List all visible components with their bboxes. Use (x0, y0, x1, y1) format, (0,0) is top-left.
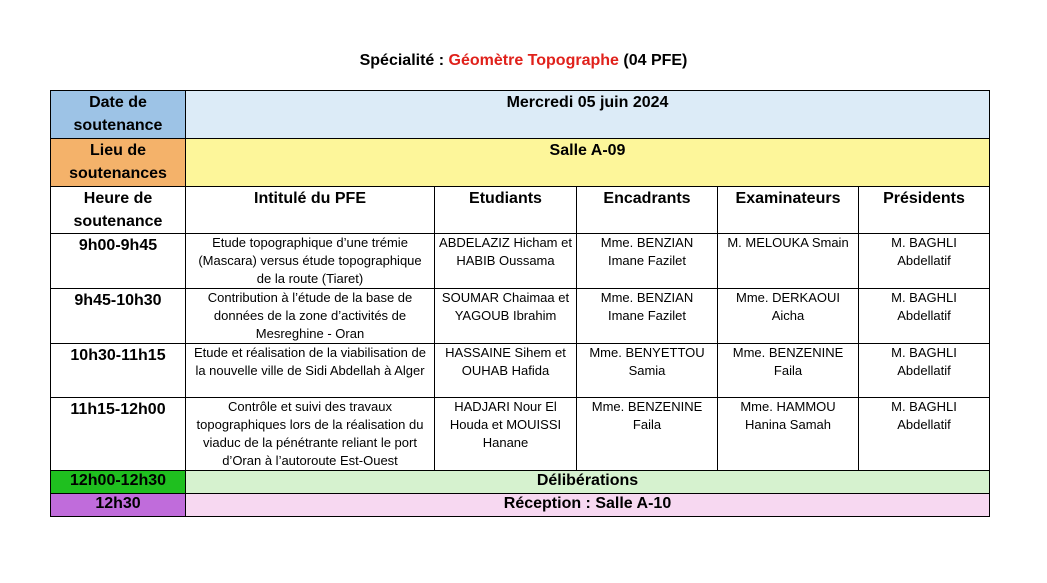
pfe-title-cell: Etude topographique d’une trémie (Mascara) versus étude topographique de la route (Tiaret) (186, 234, 435, 289)
president-cell: M. BAGHLI Abdellatif (859, 234, 990, 289)
col-header-students: Etudiants (435, 187, 577, 234)
pfe-title-cell: Etude et réalisation de la viabilisation de la nouvelle ville de Sidi Abdellah à Alger (186, 344, 435, 398)
table-row (51, 398, 990, 471)
reception-row (51, 494, 990, 517)
speciality-name: Géomètre Topographe (448, 52, 619, 69)
schedule-table (50, 90, 990, 517)
president-cell: M. BAGHLI Abdellatif (859, 398, 990, 471)
time-cell: 9h00-9h45 (51, 234, 186, 289)
table-row (51, 234, 990, 289)
supervisor-cell: Mme. BENZIAN Imane Fazilet (577, 234, 718, 289)
students-cell: HADJARI Nour El Houda et MOUISSI Hanane (435, 398, 577, 471)
students-cell: SOUMAR Chaimaa et YAGOUB Ibrahim (435, 289, 577, 344)
deliberation-row (51, 471, 990, 494)
examiner-cell: Mme. HAMMOU Hanina Samah (718, 398, 859, 471)
students-cell: ABDELAZIZ Hicham et HABIB Oussama (435, 234, 577, 289)
date-value: Mercredi 05 juin 2024 (186, 91, 990, 139)
column-header-row (51, 187, 990, 234)
examiner-cell: Mme. BENZENINE Faila (718, 344, 859, 398)
lieu-label: Lieu de soutenances (51, 139, 186, 187)
col-header-examiners: Examinateurs (718, 187, 859, 234)
deliberation-label: Délibérations (186, 471, 990, 494)
supervisor-cell: Mme. BENZIAN Imane Fazilet (577, 289, 718, 344)
reception-time: 12h30 (51, 494, 186, 517)
reception-label: Réception : Salle A-10 (186, 494, 990, 517)
page-title (0, 52, 1047, 70)
pfe-title-cell: Contrôle et suivi des travaux topographiques lors de la réalisation du viaduc de la pénétrante reliant le port d’Oran à l’autoroute Est-Ouest (186, 398, 435, 471)
lieu-value: Salle A-09 (186, 139, 990, 187)
col-header-title: Intitulé du PFE (186, 187, 435, 234)
time-cell: 11h15-12h00 (51, 398, 186, 471)
deliberation-time: 12h00-12h30 (51, 471, 186, 494)
col-header-supervisors: Encadrants (577, 187, 718, 234)
col-header-time: Heure de soutenance (51, 187, 186, 234)
supervisor-cell: Mme. BENYETTOU Samia (577, 344, 718, 398)
title-suffix: (04 PFE) (618, 52, 688, 69)
date-label: Date de soutenance (51, 91, 186, 139)
time-cell: 9h45-10h30 (51, 289, 186, 344)
date-row (51, 91, 990, 139)
examiner-cell: M. MELOUKA Smain (718, 234, 859, 289)
president-cell: M. BAGHLI Abdellatif (859, 289, 990, 344)
table-row (51, 289, 990, 344)
time-cell: 10h30-11h15 (51, 344, 186, 398)
table-row (51, 344, 990, 398)
examiner-cell: Mme. DERKAOUI Aicha (718, 289, 859, 344)
col-header-presidents: Présidents (859, 187, 990, 234)
pfe-title-cell: Contribution à l’étude de la base de données de la zone d’activités de Mesreghine - Oran (186, 289, 435, 344)
supervisor-cell: Mme. BENZENINE Faila (577, 398, 718, 471)
president-cell: M. BAGHLI Abdellatif (859, 344, 990, 398)
lieu-row (51, 139, 990, 187)
title-prefix: Spécialité : (359, 52, 449, 69)
students-cell: HASSAINE Sihem et OUHAB Hafida (435, 344, 577, 398)
